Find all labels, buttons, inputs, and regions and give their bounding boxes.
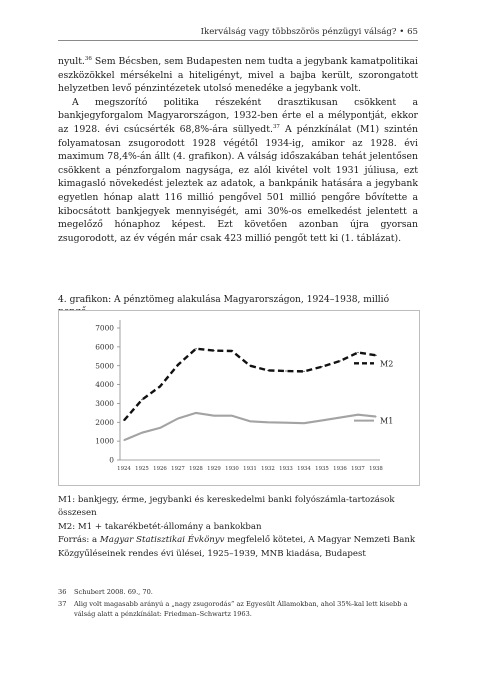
footnote-36 <box>58 588 418 597</box>
x-tick-label: 1934 <box>297 466 311 472</box>
footnote-text: Schubert 2008. 69., 70. <box>74 588 153 596</box>
y-tick-label: 5000 <box>95 361 114 371</box>
data-point-m1 <box>231 415 232 416</box>
footnote-text: Alig volt magasabb arányú a „nagy zsugorodás” az Egyesült Államokban, ahol 35%-kal lett kisebb a válság alatt a pénzkínálat: Friedman–Schwartz 1963. <box>74 600 408 618</box>
x-tick-label: 1924 <box>117 466 131 472</box>
x-tick-label: 1927 <box>171 466 185 472</box>
body-text <box>58 55 418 245</box>
data-point-m2 <box>357 352 358 353</box>
data-point-m1 <box>267 422 268 423</box>
note-source <box>58 534 418 561</box>
x-tick-label: 1925 <box>135 466 149 472</box>
paragraph-1 <box>58 55 418 96</box>
x-tick-label: 1931 <box>243 466 257 472</box>
data-point-m1 <box>357 414 358 415</box>
y-tick-label: 0 <box>109 455 114 465</box>
data-point-m2 <box>177 364 178 365</box>
data-point-m2 <box>339 360 340 361</box>
data-point-m2 <box>141 399 142 400</box>
y-tick-label: 2000 <box>95 417 114 427</box>
legend-label-m2: M2 <box>380 359 394 369</box>
data-point-m2 <box>303 371 304 372</box>
source-title: Magyar Statisztikai Évkönyv <box>99 535 225 546</box>
x-tick-label: 1929 <box>207 466 221 472</box>
data-point-m1 <box>303 423 304 424</box>
x-tick-label: 1936 <box>333 466 347 472</box>
x-tick-label: 1935 <box>315 466 329 472</box>
data-point-m2 <box>375 355 376 356</box>
data-point-m1 <box>195 412 196 413</box>
data-point-m2 <box>195 348 196 349</box>
data-point-m1 <box>141 432 142 433</box>
chart-notes <box>58 494 418 561</box>
paragraph-2-text-b: A pénzkínálat (M1) szintén folyamatosan zsugorodott 1928 végétől 1934-ig, amikor az 1928. évi maximum 78,4%-án állt (4. grafikon). A válság időszakában tehát jelentősen csökkent a pénzforgalom nagysága, ez alól kivétel volt 1931 júliusa, ezt kimagasló növekedést jeleztek az adatok, a bankpánik hatására a jegybank egyetlen hónap alatt 116 millió pengővel 501 millió pengőre bővítette a kibocsátott bankjegyek mennyiségét, ami 30%-os emelkedést jelentett a megelőző hónaphoz képest. Ezt követően azonban újra gyorsan zsugorodott, az év végén már csak 423 millió pengőt tett ki (1. táblázat). <box>58 123 418 244</box>
paragraph-1-text-b: Sem Bécsben, sem Budapesten nem tudta a jegybank kamatpolitikai eszközökkel mérsékelni a hiteligényt, mivel a bajba került, szorongatott helyzetben levő pénzintézetek utolsó menedéke a jegybank volt. <box>58 56 418 95</box>
paragraph-2 <box>58 96 418 246</box>
running-head <box>58 27 418 41</box>
y-tick-label: 4000 <box>95 380 114 390</box>
y-tick-label: 3000 <box>95 399 114 409</box>
source-prefix: Forrás: a <box>58 535 100 546</box>
running-title: Ikerválság vagy többszörös pénzügyi válság? <box>200 27 397 37</box>
note-m1: M1: bankjegy, érme, jegybanki és kereskedelmi banki folyószámla-tartozások összesen <box>58 495 395 519</box>
data-point-m2 <box>285 370 286 371</box>
footnote-number: 36 <box>58 588 67 596</box>
x-tick-label: 1930 <box>225 466 239 472</box>
data-point-m2 <box>267 370 268 371</box>
data-point-m1 <box>249 421 250 422</box>
x-tick-label: 1928 <box>189 466 203 472</box>
y-tick-label: 7000 <box>95 323 114 333</box>
data-point-m1 <box>123 440 124 441</box>
data-point-m1 <box>177 418 178 419</box>
paragraph-2-text-a: A megszorító politika részeként drasztikusan csökkent a bankjegyforgalom Magyarországon, 1932-ben érte el a mélypontját, ekkor az 1928. évi csúcsérték 68,8%-ára süllyedt. <box>58 96 418 135</box>
x-tick-labels <box>117 466 383 472</box>
x-tick-label: 1932 <box>261 466 275 472</box>
footnote-37 <box>58 600 418 619</box>
x-tick-label: 1933 <box>279 466 293 472</box>
header-separator: • <box>399 27 405 37</box>
note-m2: M2: M1 + takarékbetét-állomány a bankokban <box>58 521 262 532</box>
data-point-m2 <box>213 350 214 351</box>
x-tick-label: 1938 <box>369 466 383 472</box>
footnote-ref-36[interactable]: 36 <box>84 55 92 62</box>
legend-label-m1: M1 <box>380 416 394 426</box>
paragraph-1-text-a: nyult. <box>58 56 85 67</box>
data-point-m1 <box>339 417 340 418</box>
footnote-number: 37 <box>58 600 67 609</box>
x-tick-label: 1937 <box>351 466 365 472</box>
data-point-m1 <box>321 420 322 421</box>
footnotes <box>58 588 418 619</box>
data-point-m2 <box>123 420 124 421</box>
page-number: 65 <box>407 27 418 37</box>
x-tick-label: 1926 <box>153 466 167 472</box>
data-point-m1 <box>159 427 160 428</box>
figure-caption: 4. grafikon: A pénztömeg alakulása Magyarországon, 1924–1938, millió <box>58 295 390 305</box>
data-point-m1 <box>213 415 214 416</box>
source-suffix: megfelelő kötetei, A Magyar Nemzeti Bank Közgyűléseinek rendes évi ülései, 1925–1939, MNB kiadása, Budapest <box>58 535 416 559</box>
data-point-m1 <box>285 422 286 423</box>
money-supply-line-chart <box>58 310 420 486</box>
data-point-m2 <box>159 386 160 387</box>
y-tick-label: 6000 <box>95 342 114 352</box>
y-tick-label: 1000 <box>95 436 114 446</box>
data-point-m2 <box>231 350 232 351</box>
data-point-m2 <box>321 366 322 367</box>
footnote-ref-37[interactable]: 37 <box>272 123 280 130</box>
data-point-m2 <box>249 365 250 366</box>
data-point-m1 <box>375 416 376 417</box>
